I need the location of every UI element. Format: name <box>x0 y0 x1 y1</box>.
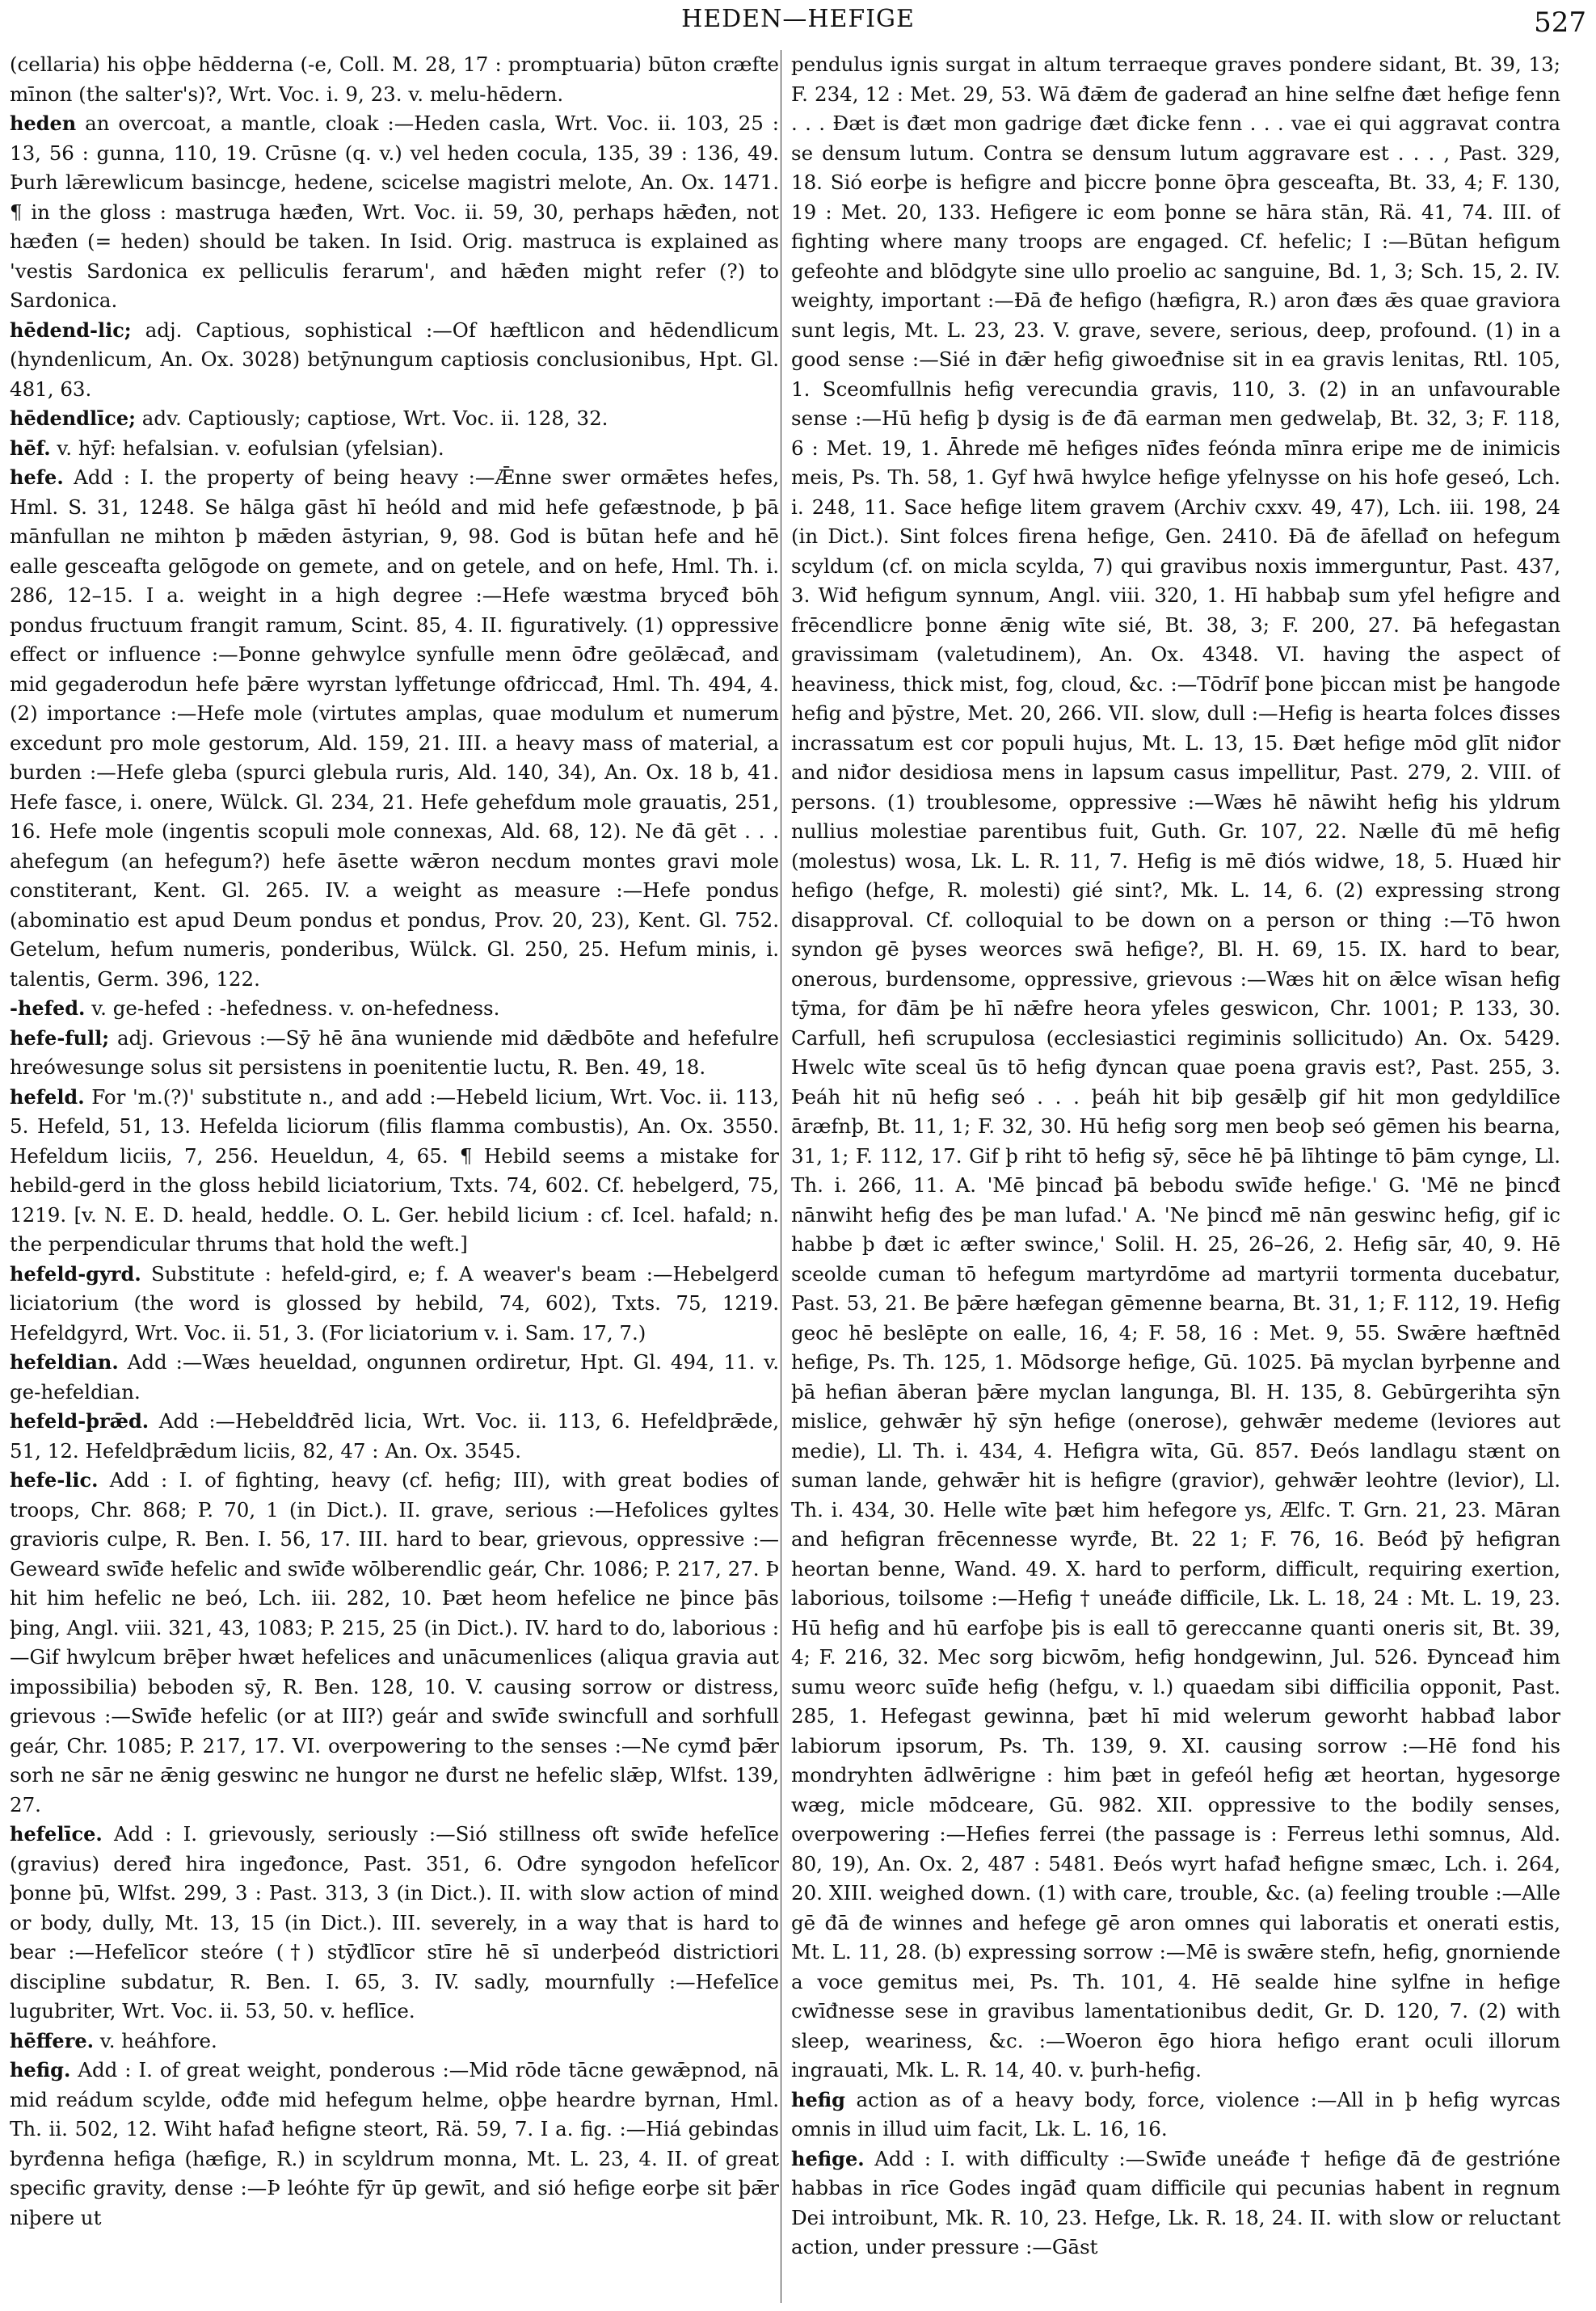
entry-headword: hefeldian. <box>10 1350 119 1374</box>
dictionary-entry <box>10 463 779 994</box>
dictionary-entry <box>10 1083 779 1260</box>
dictionary-entry <box>10 1024 779 1083</box>
entry-definition: Add : I. of great weight, ponderous :—Mid rōde tācne gewǣpnod, nā mid reádum scylde, ođđe mid hefegum helme, oþþe heardre byrnan, Hml. Th. ii. 502, 12. Wiht hafađ hefigne steort, Rä. 59, 7. I a. fig. :—Hiá gebindas byrđenna hefiga (hæfige, R.) in scyldrum monna, Mt. L. 23, 4. II. of great specific gravity, dense :—Þ leóhte fȳr ūp gewīt, and sió hefige eorþe sit þǣr niþere ut <box>10 2058 779 2229</box>
entry-headword: hēf. <box>10 436 51 460</box>
dictionary-entry <box>791 2086 1560 2145</box>
entry-definition: pendulus ignis surgat in altum terraeque graves pondere sidant, Bt. 39, 13; F. 234, 12 : Met. 29, 53. Wā đǣm đe gaderađ an hine selfne đæt hefige fenn . . . Đæt is đæt mon gadrige đæt đicke fenn . . . vae ei qui aggravat contra se densum lutum. Contra se densum lutum aggravare est . . . , Past. 329, 18. Sió eorþe is hefigre and þiccre þonne ōþra gesceafta, Bt. 33, 4; F. 130, 19 : Met. 20, 133. Hefigere ic eom þonne se hāra stān, Rä. 41, 74. III. of fighting where many troops are engaged. Cf. hefelic; I :—Būtan hefigum gefeohte and blōdgyte sine ullo proelio ac sanguine, Bd. 1, 3; Sch. 15, 2. IV. weighty, important :—Đā đe hefigo (hæfigra, R.) aron đæs ǣs quae graviora sunt legis, Mt. L. 23, 23. V. grave, severe, serious, deep, profound. (1) in a good sense :—Sié in đǣr hefig giwoeđnise sit in ea gravis lenitas, Rtl. 105, 1. Sceomfullnis hefig verecundia gravis, 110, 3. (2) in an unfavourable sense :—Hū hefig þ dysig is đe đā earman men gedwelaþ, Bt. 32, 3; F. 118, 6 : Met. 19, 1. Āhrede mē hefiges nīđes feónda mīnra eripe me de inimicis meis, Ps. Th. 58, 1. Gyf hwā hwylce hefige yfelnysse on his hofe geseó, Lch. i. 248, 11. Sace hefige litem gravem (Archiv cxxv. 49, 47), Lch. iii. 198, 24 (in Dict.). Sint folces firena hefige, Gen. 2410. Đā đe āfellađ on hefegum scyldum (cf. on micla scylda, 7) qui gravibus noxis immerguntur, Past. 437, 3. Wiđ hefigum synnum, Angl. viii. 320, 1. Hī habbaþ sum yfel hefigre and frēcendlicre þonne ǣnig wīte sié, Bt. 38, 3; F. 200, 27. Þā hefegastan gravissimam (valetudinem), An. Ox. 4348. VI. having the aspect of heaviness, thick mist, fog, cloud, &c. :—Tōdrīf þone þiccan mist þe hangode hefig and þȳstre, Met. 20, 266. VII. slow, dull :—Hefig is hearta folces đisses incrassatum est cor populi hujus, Mt. L. 13, 15. Đæt hefige mōd glīt niđor and niđor desidiosa mens in lapsum casus impellitur, Past. 279, 2. VIII. of persons. (1) troublesome, oppressive :—Wæs hē nāwiht hefig his yldrum nullius molestiae parentibus fuit, Guth. Gr. 107, 22. Nælle đū mē hefig (molestus) wosa, Lk. L. R. 11, 7. Hefig is mē điós widwe, 18, 5. Huæd hir hefigo (hefge, R. molesti) gié sint?, Mk. L. 14, 6. (2) expressing strong disapproval. Cf. colloquial to be down on a person or thing :—Tō hwon syndon gē þyses weorces swā hefige?, Bl. H. 69, 15. IX. hard to bear, onerous, burdensome, oppressive, grievous :—Wæs hit on ǣlce wīsan hefig tȳma, for đām þe hī nǣfre heora yfeles geswicon, Chr. 1001; P. 133, 30. Carfull, hefi scrupulosa (ecclesiastici regiminis sollicitudo) An. Ox. 5429. Hwelc wīte sceal ūs tō hefig đyncan quae poena gravis est?, Past. 255, 3. Þeáh hit nū hefig seó . . . þeáh hit biþ gesǣlþ gif hit mon gedyldilīce āræfnþ, Bt. 11, 1; F. 32, 30. Hū hefig sorg men beoþ seó gēmen his bearna, 31, 1; F. 112, 17. Gif þ riht tō hefig sȳ, sēce hē þā līhtinge tō þām cynge, Ll. Th. i. 266, 11. A. 'Mē þincađ þā bebodu swīđe hefige.' G. 'Mē ne þincđ nānwiht hefig đes þe man lufad.' A. 'Ne þincđ mē nān geswinc hefig, gif ic habbe þ đæt ic æfter swince,' Solil. H. 25, 26–26, 2. Hefig sār, 40, 9. Hē sceolde cuman tō hefegum martyrdōme ad martyrii tormenta ducebatur, Past. 53, 21. Be þǣre hæfegan gēmenne bearna, Bt. 31, 1; F. 112, 19. Hefig geoc hē beslēpte on ealle, 16, 4; F. 58, 16 : Met. 9, 55. Swǣre hæftnēd hefige, Ps. Th. 125, 1. Mōdsorge hefige, Gū. 1025. Þā myclan byrþenne and þā hefian āberan þǣre myclan langunga, Bl. H. 135, 8. Gebūrgerihta sȳn mislice, gehwǣr hȳ sȳn hefige (onerose), gehwǣr medeme (leviores aut medie), Ll. Th. i. 434, 4. Hefigra wīta, Gū. 857. Đeós landlagu stænt on suman lande, gehwǣr hit is hefigre (gravior), gehwǣr leohtre (levior), Ll. Th. i. 434, 30. Helle wīte þæt him hefegore ys, Ælfc. T. Grn. 21, 23. Māran and hefigran frēcennesse wyrđe, Bt. 22 1; F. 76, 16. Beóđ þȳ hefigran heortan benne, Wand. 49. X. hard to perform, difficult, requiring exertion, laborious, toilsome :—Hefig † uneáđe difficile, Lk. L. 18, 24 : Mt. L. 19, 23. Hū hefig and hū earfoþe þis is eall tō gereccanne quanti oneris sit, Bt. 39, 4; F. 216, 32. Mec sorg bicwōm, hefig hondgewinn, Jul. 526. Đynceađ him sumu weorc suīđe hefig (hefgu, v. l.) quaedam sibi difficilia opponit, Past. 285, 1. Hefegast gewinna, þæt hī mid welerum geworht habbađ labor labiorum ipsorum, Ps. Th. 139, 9. XI. causing sorrow :—Hē fond his mondryhten ādlwērigne : him þæt in gefeól hefig æt heortan, hygesorge wæg, micle mōdceare, Gū. 982. XII. oppressive to the bodily senses, overpowering :—Hefies ferrei (the passage is : Ferreus lethi somnus, Ald. 80, 19), An. Ox. 2, 487 : 5481. Đeós wyrt hafađ hefigne smæc, Lch. i. 264, 20. XIII. weighed down. (1) with care, trouble, &c. (a) feeling trouble :—Alle gē đā đe winnes and hefege gē aron omnes qui laboratis et onerati estis, Mt. L. 11, 28. (b) expressing sorrow :—Mē is swǣre stefn, hefig, gnorniende a voce gemitus mei, Ps. Th. 101, 4. Hē sealde hine sylfne in hefige cwīđnesse sese in gravibus lamentationibus dedit, Gr. D. 120, 7. (2) with sleep, weariness, &c. :—Woeron ēgo hiora hefigo erant oculi illorum ingrauati, Mk. L. R. 14, 40. v. þurh-hefig. <box>791 53 1560 2082</box>
dictionary-entry <box>10 316 779 405</box>
entry-headword: hefeld-gyrd. <box>10 1261 141 1286</box>
dictionary-entry <box>10 109 779 316</box>
left-column <box>10 50 779 2305</box>
entry-definition: an overcoat, a mantle, cloak :—Heden casla, Wrt. Voc. ii. 103, 25 : 13, 56 : gunna, 110, 19. Crūsne (q. v.) vel heden cocula, 135, 39 : 136, 49. Þurh lǣrewlicum basincge, hedene, scicelse magistri melote, An. Ox. 1471. ¶ in the gloss : mastruga hæđen, Wrt. Voc. ii. 59, 30, perhaps hǣđen, not hæđen (= heden) should be taken. In Isid. Orig. mastruca is explained as 'vestis Sardonica ex pelliculis ferarum', and hǣđen might refer (?) to Sardonica. <box>10 112 779 312</box>
text-columns <box>10 50 1586 2305</box>
dictionary-entry <box>10 1407 779 1466</box>
entry-definition: v. ge-hefed : -hefedness. v. on-hefedness. <box>91 996 500 1020</box>
entry-headword: hefe. <box>10 465 64 489</box>
entry-definition: v. heáhfore. <box>99 2028 217 2052</box>
entry-definition: Add : I. grievously, seriously :—Sió stillness oft swīđe hefelīce (gravius) deređ hira ingeđonce, Past. 351, 6. Ođre syngodon hefelīcor þonne þū, Wlfst. 299, 3 : Past. 313, 3 (in Dict.). II. with slow action of mind or body, dully, Mt. 13, 15 (in Dict.). III. severely, in a way that is hard to bear :—Hefelīcor steóre (†) stȳđlīcor stīre hē sī underþeód districtiori discipline subdatur, R. Ben. I. 65, 3. IV. sadly, mournfully :—Hefelīce lugubriter, Wrt. Voc. ii. 53, 50. v. heflīce. <box>10 1822 779 2023</box>
entry-definition: Add : I. with difficulty :—Swīđe uneáđe † hefige đā đe gestrióne habbas in rīce Godes ingāđ quam difficile qui pecunias habent in regnum Dei introibunt, Mk. R. 10, 23. Hefge, Lk. R. 18, 24. II. with slow or reluctant action, under pressure :—Gāst <box>791 2146 1560 2258</box>
right-column <box>791 50 1560 2305</box>
dictionary-entry <box>10 1260 779 1349</box>
entry-headword: heden <box>10 112 77 135</box>
entry-headword: hefig <box>791 2087 845 2111</box>
entry-definition: (cellaria) his oþþe hēdderna (-e, Coll. M. 28, 17 : promptuaria) būton cræfte mīnon (the salter's)?, Wrt. Voc. i. 9, 23. v. melu-hēdern. <box>10 53 779 106</box>
page-number: 527 <box>1534 6 1586 39</box>
dictionary-entry <box>10 404 779 434</box>
entry-headword: hefe-lic. <box>10 1468 99 1492</box>
entry-headword: hēffere. <box>10 2028 94 2052</box>
entry-definition: Add :—Wæs heueldad, ongunnen ordiretur, Hpt. Gl. 494, 11. v. ge-hefeldian. <box>10 1350 779 1404</box>
entry-headword: hefig. <box>10 2058 71 2082</box>
dictionary-entry <box>10 434 779 464</box>
entry-definition: For 'm.(?)' substitute n., and add :—Hebeld licium, Wrt. Voc. ii. 113, 5. Hefeld, 51, 13. Hefelda liciorum (filis flamma combustis), An. Ox. 3550. Hefeldum liciis, 7, 256. Heueldun, 4, 65. ¶ Hebild seems a mistake for hebild-gerd in the gloss hebild liciatorium, Txts. 74, 602. Cf. hebelgerd, 75, 1219. [v. N. E. D. heald, heddle. O. L. Ger. hebild licium : cf. Icel. hafald; n. the perpendicular thrums that hold the weft.] <box>10 1084 779 1256</box>
entry-headword: hefeld. <box>10 1084 85 1109</box>
entry-headword: hēdend-lic; <box>10 318 132 342</box>
entry-headword: hefe-full; <box>10 1025 110 1050</box>
entry-headword: hēdendlīce; <box>10 406 136 430</box>
dictionary-entry <box>791 50 1560 2086</box>
entry-definition: Add : I. the property of being heavy :—Ǣnne swer ormǣtes hefes, Hml. S. 31, 1248. Se hālga gāst hī heóld and mid hefe gefæstnode, þ þā mānfullan ne mihton þ mǣden āstyrian, 9, 98. God is būtan hefe and hē ealle gesceafta gelōgode on gemete, and on getele, and on hefe, Hml. Th. i. 286, 12–15. I a. weight in a high degree :—Hefe wæstma bryceđ bōh pondus fructuum frangit ramum, Scint. 85, 4. II. figuratively. (1) oppressive effect or influence :—Þonne gehwylce synfulle menn ōđre geōlǣcađ, and mid gegaderodun hefe þǣre wyrstan lyffetunge ofđriccađ, Hml. Th. 494, 4. (2) importance :—Hefe mole (virtutes amplas, quae modulum et numerum excedunt pro mole gestorum, Ald. 159, 21. III. a heavy mass of material, a burden :—Hefe gleba (spurci glebula ruris, Ald. 140, 34), An. Ox. 18 b, 41. Hefe fasce, i. onere, Wülck. Gl. 234, 21. Hefe gehefdum mole grauatis, 251, 16. Hefe mole (ingentis scopuli mole connexas, Ald. 68, 12). Ne đā gēt . . . ahefegum (an hefegum?) hefe āsette wǣron necdum montes gravi mole constiterant, Kent. Gl. 265. IV. a weight as measure :—Hefe pondus (abominatio est apud Deum pondus et pondus, Prov. 20, 23), Kent. Gl. 752. Getelum, hefum numeris, ponderibus, Wülck. Gl. 250, 25. Hefum minis, i. talentis, Germ. 396, 122. <box>10 465 779 991</box>
entry-headword: hefige. <box>791 2146 865 2170</box>
dictionary-entry <box>10 2056 779 2233</box>
entry-definition: adv. Captiously; captiose, Wrt. Voc. ii. 128, 32. <box>141 406 609 430</box>
page-header <box>0 5 1596 42</box>
entry-definition: action as of a heavy body, force, violence :—All in þ hefig wyrcas omnis in illud uim facit, Lk. L. 16, 16. <box>791 2087 1560 2141</box>
entry-definition: Add :—Hebeldđrēd licia, Wrt. Voc. ii. 113, 6. Hefeldþrǣde, 51, 12. Hefeldþrǣdum liciis, 82, 47 : An. Ox. 3545. <box>10 1409 779 1463</box>
dictionary-entry <box>10 1348 779 1407</box>
dictionary-entry <box>10 2027 779 2056</box>
entry-definition: v. hȳf: hefalsian. v. eofulsian (yfelsian). <box>57 436 444 460</box>
running-title: HEDEN—HEFIGE <box>681 5 915 33</box>
entry-headword: -hefed. <box>10 996 86 1020</box>
dictionary-entry <box>10 50 779 109</box>
entry-headword: hefeld-þrǣd. <box>10 1409 149 1433</box>
dictionary-entry <box>10 1466 779 1820</box>
entry-definition: Substitute : hefeld-gird, e; f. A weaver's beam :—Hebelgerd liciatorium (the word is glossed by hebild, 74, 602), Txts. 75, 1219. Hefeldgyrd, Wrt. Voc. ii. 51, 3. (For liciatorium v. i. Sam. 17, 7.) <box>10 1261 779 1345</box>
entry-definition: Add : I. of fighting, heavy (cf. hefig; III), with great bodies of troops, Chr. 868; P. 70, 1 (in Dict.). II. grave, serious :—Hefolices gyltes gravioris culpe, R. Ben. I. 56, 17. III. hard to bear, grievous, oppressive :—Geweard swīđe hefelic and swīđe wōlberendlic geár, Chr. 1086; P. 217, 27. Þ hit him hefelic ne beó, Lch. iii. 282, 10. Þæt heom hefelice ne þince þās þing, Angl. viii. 321, 43, 1083; P. 215, 25 (in Dict.). IV. hard to do, laborious :—Gif hwylcum brēþer hwæt hefelices and unācumenlices (aliqua gravia aut impossibilia) beboden sȳ, R. Ben. 128, 10. V. causing sorrow or distress, grievous :—Swīđe hefelic (or at III?) geár and swīđe swincfull and sorhfull geár, Chr. 1085; P. 217, 17. VI. overpowering to the senses :—Ne cymđ þǣr sorh ne sār ne ǣnig geswinc ne hungor ne đurst ne hefelic slǣp, Wlfst. 139, 27. <box>10 1468 779 1816</box>
dictionary-entry <box>791 2145 1560 2263</box>
dictionary-entry <box>10 1820 779 2027</box>
entry-headword: hefelīce. <box>10 1822 103 1846</box>
entry-definition: adj. Captious, sophistical :—Of hæftlicon and hēdendlicum (hyndenlicum, An. Ox. 3028) betȳnungum captiosis conclusionibus, Hpt. Gl. 481, 63. <box>10 318 779 401</box>
dictionary-entry <box>10 994 779 1024</box>
entry-definition: adj. Grievous :—Sȳ hē āna wuniende mid dǣdbōte and hefefulre hreówesunge solus sit persistens in poenitentie luctu, R. Ben. 49, 18. <box>10 1025 779 1079</box>
